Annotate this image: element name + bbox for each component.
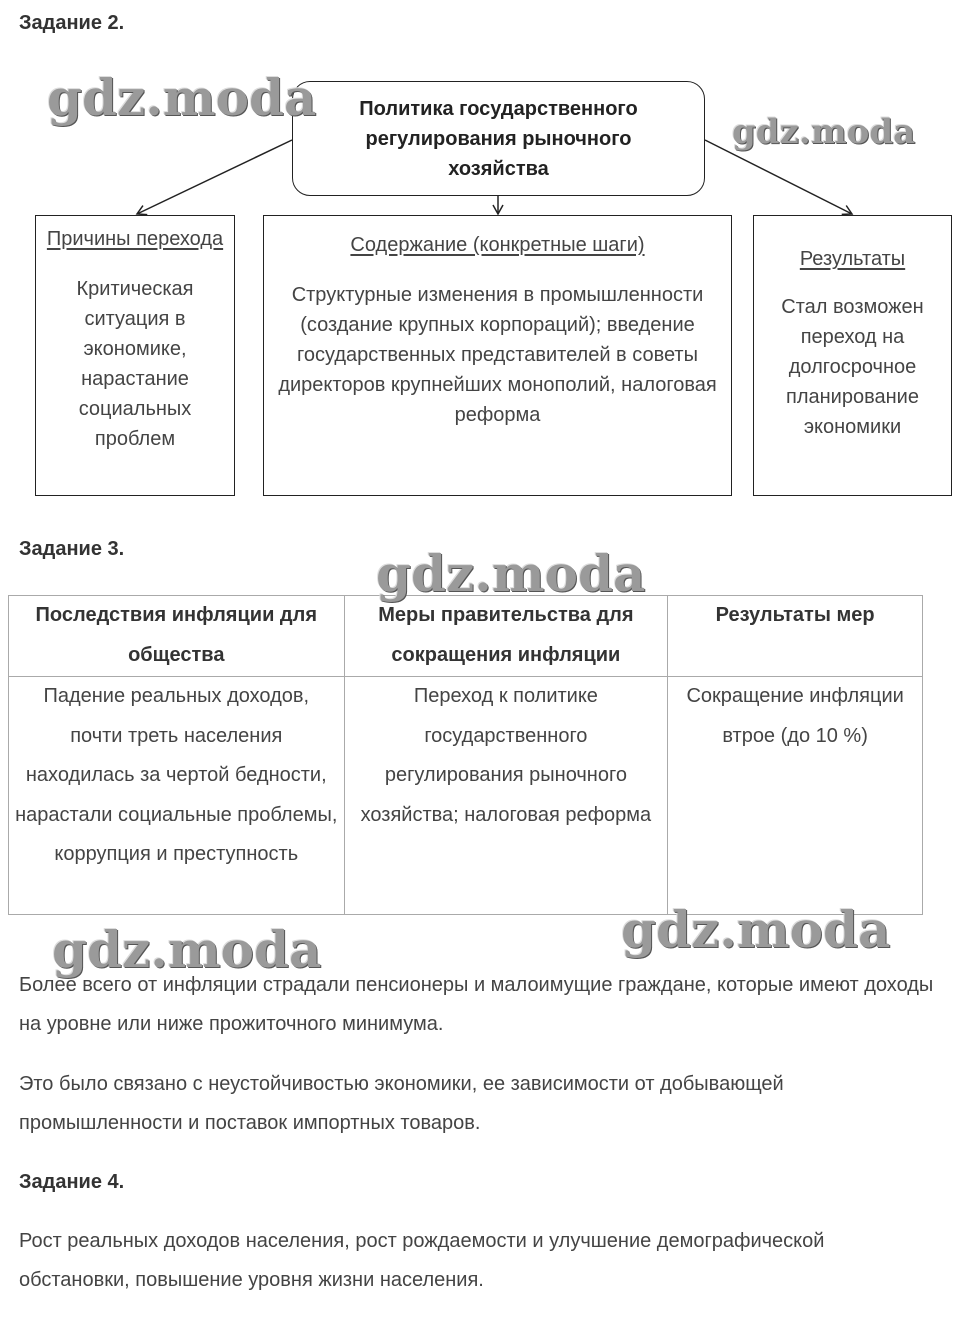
task3-paragraph-2: Это было связано с неустойчивостью экономики, ее зависимости от добывающей промышленности и поставок импортных товаров. xyxy=(19,1073,784,1134)
table-cell: Падение реальных доходов, почти треть населения находилась за чертой бедности, нарастали социальные проблемы, коррупция и преступность xyxy=(9,677,345,915)
causes-title: Причины перехода xyxy=(46,228,224,250)
task2-heading: Задание 2. xyxy=(19,12,125,34)
table-header-cell: Последствия инфляции для общества xyxy=(9,596,345,677)
content-body: Структурные изменения в промышленности (создание крупных корпораций); введение государственных представителей в советы директоров крупнейших монополий, налоговая реформа xyxy=(278,284,717,426)
task4-heading: Задание 4. xyxy=(19,1171,125,1193)
arrow-to-causes xyxy=(137,140,292,214)
table-cell: Сокращение инфляции втрое (до 10 %) xyxy=(668,677,923,915)
causes-body: Критическая ситуация в экономике, нарастание социальных проблем xyxy=(76,278,194,450)
watermark: gdz.moda xyxy=(621,900,891,959)
table-header-cell: Результаты мер xyxy=(668,596,923,677)
watermark: gdz.moda xyxy=(47,68,317,127)
results-title: Результаты xyxy=(799,248,906,270)
watermark: gdz.moda xyxy=(732,112,916,152)
task3-paragraph-1: Более всего от инфляции страдали пенсионеры и малоимущие граждане, которые имеют доходы на уровне или ниже прожиточного минимума. xyxy=(19,974,934,1035)
diagram-content-box xyxy=(263,215,732,496)
diagram-causes-box xyxy=(35,215,235,496)
watermark: gdz.moda xyxy=(376,544,646,603)
table-header-cell: Меры правительства для сокращения инфляции xyxy=(344,596,668,677)
diagram-root-box: Политика государственного регулирования рыночного хозяйства xyxy=(292,81,705,196)
task3-heading: Задание 3. xyxy=(19,538,125,560)
inflation-table xyxy=(8,595,923,915)
watermark: gdz.moda xyxy=(52,920,322,979)
task4-paragraph: Рост реальных доходов населения, рост рождаемости и улучшение демографической обстановки, повышение уровня жизни населения. xyxy=(19,1230,825,1291)
content-title: Содержание (конкретные шаги) xyxy=(350,234,645,256)
table-row xyxy=(9,677,923,915)
table-header-row xyxy=(9,596,923,677)
diagram-results-box xyxy=(753,215,952,496)
table-cell: Переход к политике государственного регулирования рыночного хозяйства; налоговая реформа xyxy=(344,677,668,915)
results-body: Стал возможен переход на долгосрочное планирование экономики xyxy=(781,296,924,438)
